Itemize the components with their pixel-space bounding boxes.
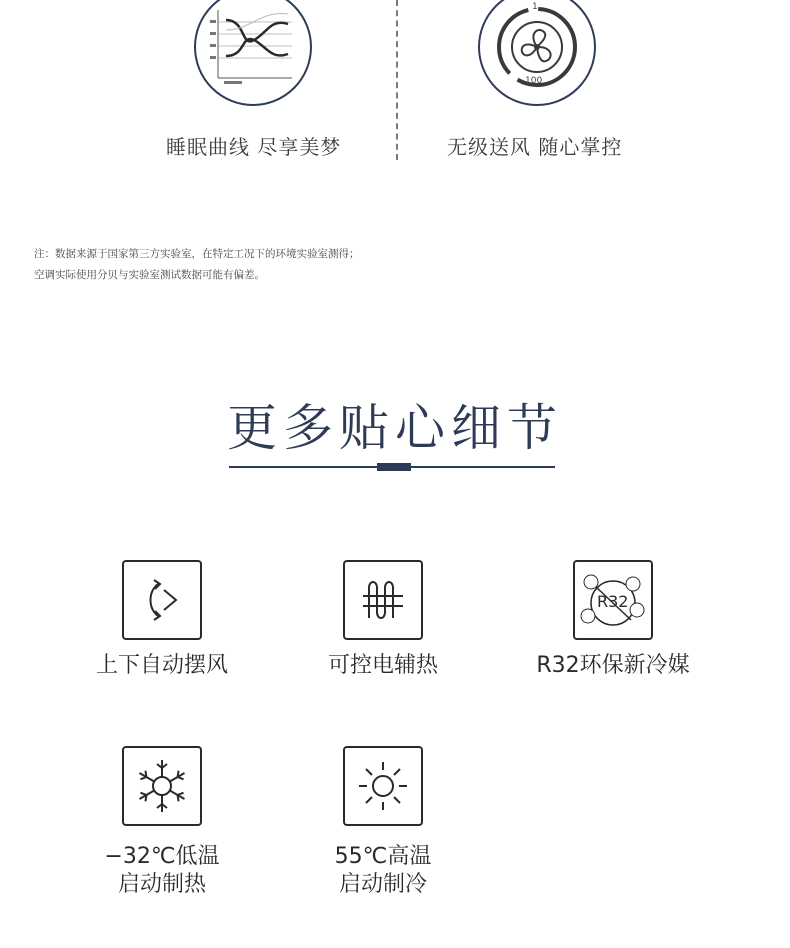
- section-title: 更多贴心细节: [227, 399, 563, 457]
- dial-max-label: 100: [525, 76, 543, 86]
- vertical-swing-icon: [122, 560, 202, 640]
- feature-label-sleep-curve: 睡眠曲线 尽享美梦: [166, 135, 342, 159]
- detail-label-r32: R32环保新冷媒: [536, 653, 690, 678]
- sleep-curve-chart-icon: [194, 0, 312, 106]
- detail-label-high-temp-line2: 启动制冷: [338, 872, 427, 897]
- dial-min-label: 1: [532, 2, 538, 12]
- feature-label-fan-speed: 无级送风 随心掌控: [447, 135, 623, 159]
- note-line-1: 注：数据来源于国家第三方实验室，在特定工况下的环境实验室测得；: [34, 248, 360, 260]
- electric-heater-icon: [343, 560, 423, 640]
- note-line-2: 空调实际使用分贝与实验室测试数据可能有偏差。: [34, 269, 265, 281]
- snowflake-icon: [122, 746, 202, 826]
- r32-badge: R32: [597, 592, 629, 611]
- detail-label-low-temp-line1: −32℃低温: [104, 844, 220, 869]
- sun-icon: [343, 746, 423, 826]
- title-underline-accent: [377, 463, 411, 471]
- detail-label-low-temp-line2: 启动制热: [117, 872, 206, 897]
- detail-label-high-temp-line1: 55℃高温: [334, 844, 432, 869]
- r32-refrigerant-icon: [573, 560, 653, 640]
- fan-speed-dial-icon: [478, 0, 596, 106]
- feature-divider: [396, 0, 398, 160]
- detail-label-vertical-swing: 上下自动摆风: [95, 653, 228, 678]
- detail-label-electric-heater: 可控电辅热: [327, 653, 438, 678]
